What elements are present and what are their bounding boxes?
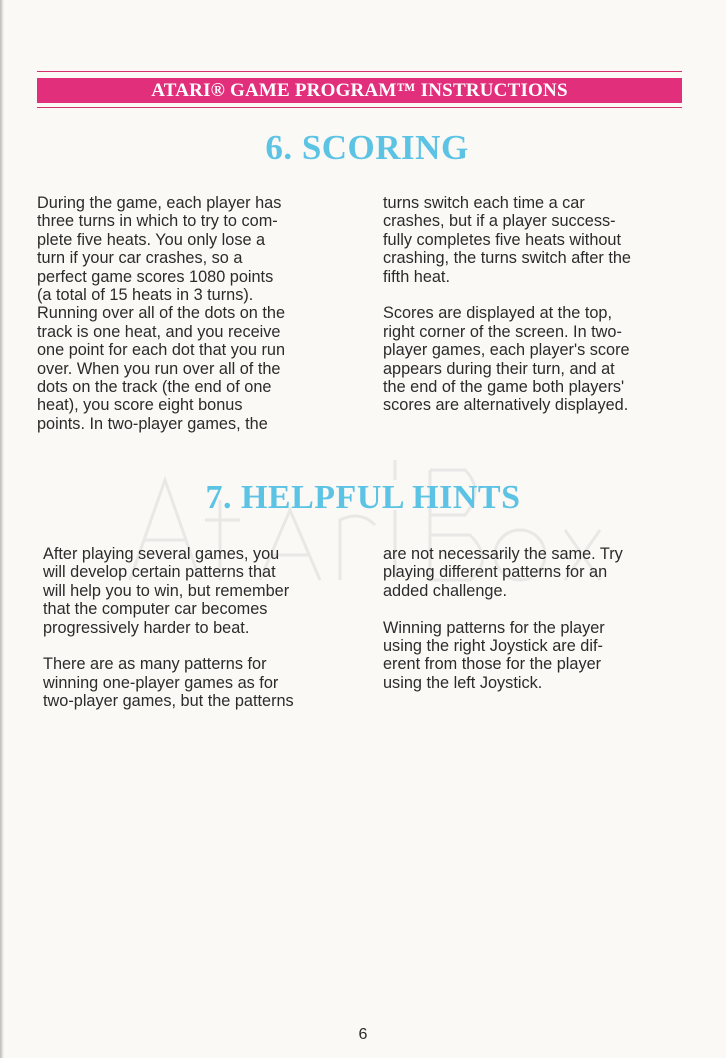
hints-paragraph [383,619,693,693]
text-line: one point for each dot that you run [37,341,286,360]
text-line: Running over all of the dots on the [37,304,286,323]
text-line: After playing several games, you [43,545,280,563]
text-line: over. When you run over all of the [37,359,281,378]
text-line: There are as many patterns for [43,655,267,674]
text-line: playing different patterns for an [383,563,608,582]
text-line: will develop certain patterns that [43,563,276,582]
header-banner [37,78,682,103]
text-line: two-player games, but the patterns [43,692,294,711]
scoring-paragraph [383,304,693,414]
text-line: using the right Joystick are dif- [383,637,603,656]
text-line: player games, each player's score [383,341,630,360]
text-line: turn if your car crashes, so a [37,249,243,268]
text-line: crashing, the turns switch after the [383,249,631,268]
text-line: plete five heats. You only lose a [37,230,266,249]
header-rule-bottom [37,107,682,108]
section-title-scoring: 6. SCORING [265,128,469,167]
text-line: turns switch each time a car [383,194,585,212]
hints-paragraph [43,655,363,710]
text-line: track is one heat, and you receive [37,322,281,341]
page-number: 6 [358,1026,368,1043]
hints-left-column [43,545,363,711]
text-line: scores are alternatively displayed. [383,396,629,415]
text-line: fully completes five heats without [383,230,622,249]
text-line: the end of the game both players' [383,378,625,397]
text-line: During the game, each player has [37,194,282,212]
text-line: perfect game scores 1080 points [37,267,274,286]
hints-paragraph [43,545,363,637]
header-banner-text: ATARI® GAME PROGRAM™ INSTRUCTIONS [151,79,568,101]
text-line: appears during their turn, and at [383,359,615,378]
scoring-left-column [37,194,357,433]
text-line: are not necessarily the same. Try [383,545,623,563]
hints-paragraph [383,545,693,600]
header-rule-top [37,71,682,72]
text-line: using the left Joystick. [383,673,543,692]
text-line: (a total of 15 heats in 3 turns). [37,286,254,305]
scoring-paragraph [37,194,357,433]
section-title-helpful-hints: 7. HELPFUL HINTS [205,479,521,516]
text-line: progressively harder to beat. [43,618,250,637]
scoring-paragraph [383,194,693,286]
hints-right-column [383,545,693,692]
text-line: will help you to win, but remember [43,581,290,600]
text-line: erent from those for the player [383,655,602,674]
text-line: that the computer car becomes [43,600,268,619]
text-line: added challenge. [383,581,508,600]
text-line: Winning patterns for the player [383,618,605,637]
text-line: right corner of the screen. In two- [383,322,622,341]
scoring-right-column [383,194,693,415]
text-line: Scores are displayed at the top, [383,304,612,323]
text-line: heat), you score eight bonus [37,396,243,415]
text-line: points. In two-player games, the [37,414,268,433]
text-line: three turns in which to try to com- [37,212,278,231]
text-line: crashes, but if a player success- [383,212,616,231]
text-line: winning one-player games as for [43,673,279,692]
text-line: fifth heat. [383,267,450,286]
text-line: dots on the track (the end of one [37,378,272,397]
